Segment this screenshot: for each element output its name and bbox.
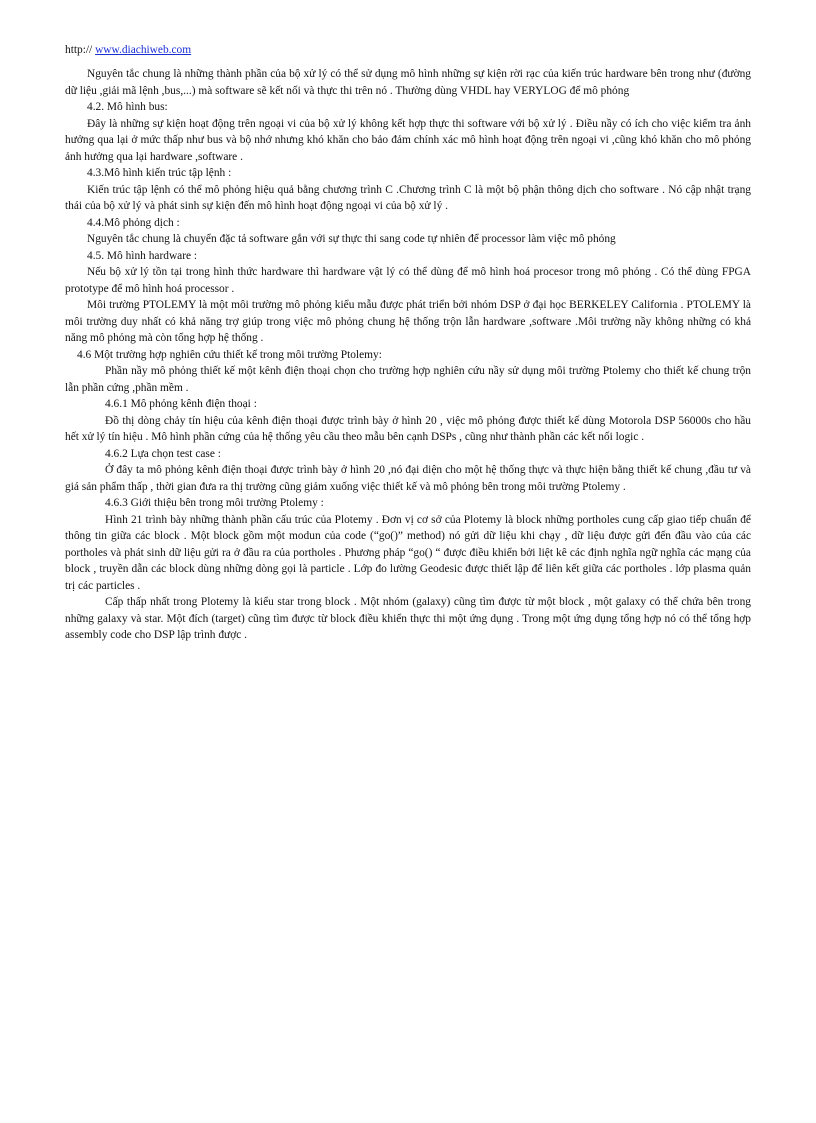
paragraph-case-study: Phần nầy mô phỏng thiết kế một kênh điện thoại chọn cho trường hợp nghiên cứu nầy sử dụng môi trường Ptolemy cho thiết kế chung trộn lẫn phần cứng ,phần mềm . (65, 365, 751, 394)
section-heading-4-6-3: 4.6.3 Giới thiệu bên trong môi trường Ptolemy : (105, 497, 324, 509)
header-prefix: http:// (65, 44, 96, 56)
page-header (65, 42, 191, 59)
section-heading-4-6: 4.6 Một trường hợp nghiên cứu thiết kế trong môi trường Ptolemy: (77, 348, 382, 361)
paragraph-intro: Nguyên tắc chung là những thành phần của bộ xử lý có thể sử dụng mô hình những sự kiện rời rạc của kiến trúc hardware bên trong như (đường dữ liệu ,giải mã lệnh ,bus,...) mà software sẽ kết nối và thực thi trên nó . Thường dùng VHDL hay VERYLOG để mô phỏng (65, 68, 751, 97)
paragraph-bus-model: Đây là những sự kiện hoạt động trên ngoại vi của bộ xử lý không kết hợp thực thi software với bộ xử lý . Điều nầy có ích cho việc kiểm tra ảnh hưởng qua lại ở mức thấp như bus và bộ nhớ nhưng khó khăn cho bảo đảm chính xác mô hình hoạt động trên ngoại vi ,cũng khó khăn cho mô phỏng ảnh hưởng qua lại hardware ,software . (65, 117, 751, 163)
section-heading-4-4: 4.4.Mô phỏng dịch : (87, 216, 180, 229)
section-heading-4-6-2: 4.6.2 Lựa chọn test case : (105, 447, 221, 460)
paragraph-ptolemy-env: Môi trường PTOLEMY là một môi trường mô phỏng kiểu mẫu được phát triển bởi nhóm DSP ở đại học BERKELEY California . PTOLEMY là môi trường duy nhất có khả năng trợ giúp trong việc mô phỏng chung hệ thống trộn lẫn hardware ,software .Môi trường nầy không những có khả năng mô phỏng mà còn tổng hợp hệ thống . (65, 299, 751, 344)
paragraph-hardware-model: Nếu bộ xử lý tồn tại trong hình thức hardware thì hardware vật lý có thể dùng để mô hình hoá procesor trong mô phỏng . Có thể dùng FPGA prototype để mô hình hoá processor . (65, 266, 751, 295)
section-heading-4-2: 4.2. Mô hình bus: (87, 101, 168, 113)
paragraph-phone-channel: Đồ thị dòng chảy tín hiệu của kênh điện thoại được trình bày ở hình 20 , việc mô phỏng được thiết kế dùng Motorola DSP 56000s cho hầu hết xử lý tín hiệu . Mô hình phần cứng của hệ thống yêu cầu theo mẫu bên cạnh DSPs , cũng như thành phần các kết nối logic . (65, 414, 751, 443)
section-heading-4-3: 4.3.Mô hình kiến trúc tập lệnh : (87, 167, 232, 179)
paragraph-isa-model: Kiến trúc tập lệnh có thể mô phỏng hiệu quả bằng chương trình C .Chương trình C là một bộ phận thông dịch cho software . Nó cập nhật trạng thái của bộ xử lý và phát sinh sự kiện đến mô hình hoạt động ngoại vi của bộ xử lý . (65, 183, 751, 212)
section-heading-4-6-1: 4.6.1 Mô phỏng kênh điện thoại : (105, 398, 257, 410)
section-heading-4-5: 4.5. Mô hình hardware : (87, 249, 198, 262)
paragraph-translation-sim: Nguyên tắc chung là chuyển đặc tả software gắn với sự thực thi sang code tự nhiên để processor làm việc mô phỏng (87, 233, 616, 245)
header-link[interactable]: www.diachiweb.com (95, 44, 192, 56)
paragraph-ptolemy-structure: Hình 21 trình bày những thành phần cấu trúc của Plotemy . Đơn vị cơ sở của Plotemy là block những portholes cung cấp giao tiếp chuẩn để thông tin giữa các block . Một block gồm một modun của code (“go()” method) nó gửi dữ liệu khi chạy , dữ liệu được gửi đến đầu vào của các portholes và phát sinh dữ liệu gửi ra ở đầu ra của portholes . Phương pháp “go() “ được điều khiển bởi liệt kê các định nghĩa ngữ nghĩa các mạng của block , truyền dẫn các block dùng những dòng gọi là particle . Lớp đo lường Geodesic được thiết lập để liên kết giữa các portholes . lớp plasma quản trị các particles . (65, 513, 751, 592)
paragraph-test-case: Ở đây ta mô phỏng kênh điện thoại được trình bày ở hình 20 ,nó đại diện cho một hệ thống thực và thực hiện bằng thiết kế chung ,đầu tư và giá sản phẩm thấp , thời gian đưa ra thị trường cũng giảm xuống việc thiết kế và mô phỏng bên trong môi trường Ptolemy . (65, 464, 751, 493)
document-body (65, 66, 751, 644)
paragraph-star-galaxy: Cấp thấp nhất trong Plotemy là kiểu star trong block . Một nhóm (galaxy) cũng tìm được từ một block , một galaxy có thể chứa bên trong những galaxy và star. Một đích (target) cũng tìm được từ block điều khiển thực thi một ứng dụng . Trong một ứng dụng tổng hợp nó có thể tổng hợp assembly code cho DSP lập trình được . (65, 596, 751, 641)
